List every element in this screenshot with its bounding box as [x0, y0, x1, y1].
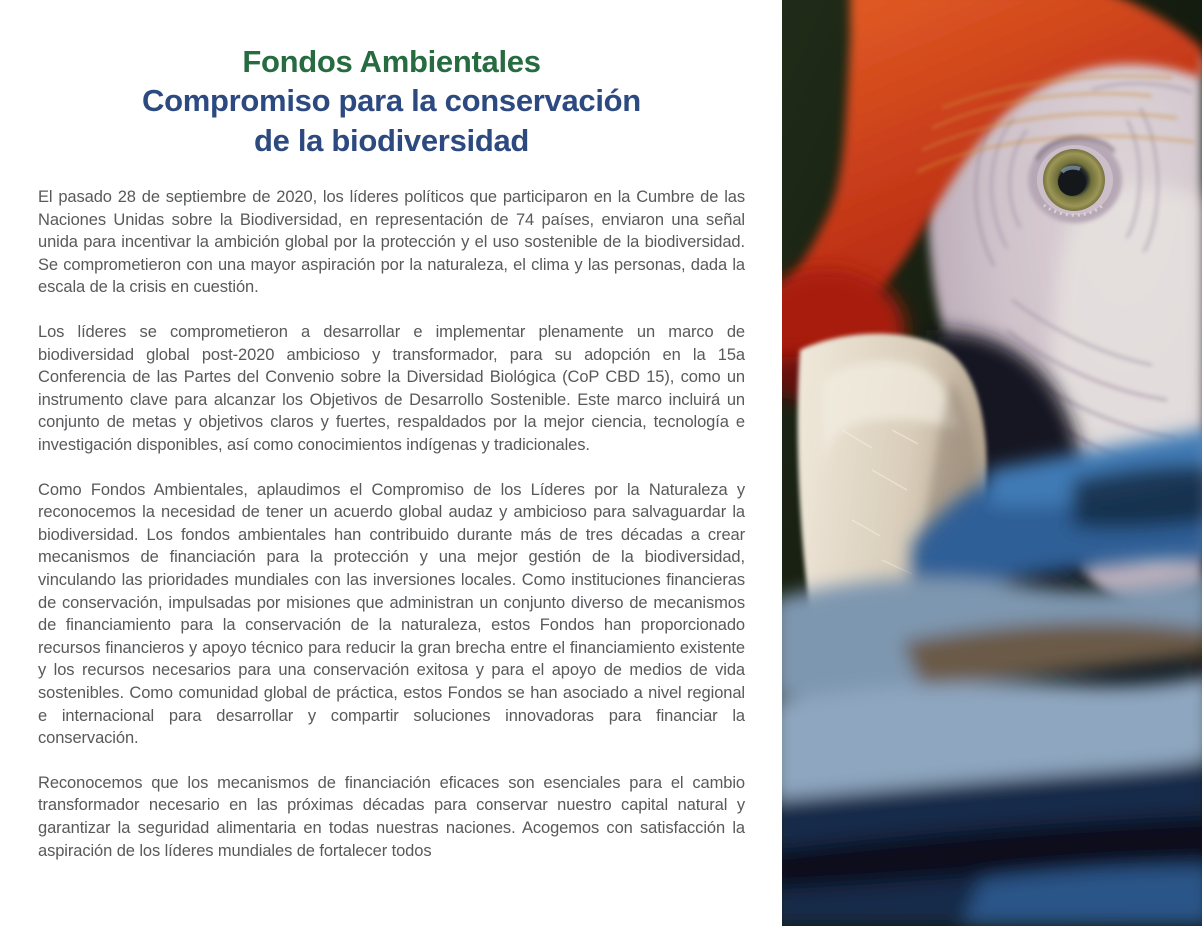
page-title: Fondos Ambientales	[242, 44, 541, 79]
page-subtitle-line-1: Compromiso para la conservación	[142, 83, 641, 119]
document-text-column	[38, 42, 745, 884]
body-paragraph-1: El pasado 28 de septiembre de 2020, los líderes políticos que participaron en la Cumbre de las Naciones Unidas sobre la Biodiversidad, en representación de 74 países, enviaron una señal unida para incentivar la ambición global por la protección y el uso sostenible de la biodiversidad. Se comprometieron con una mayor aspiración por la naturaleza, el clima y las personas, dada la escala de la crisis en cuestión.	[38, 188, 745, 297]
body-paragraph-3: Como Fondos Ambientales, aplaudimos el Compromiso de los Líderes por la Naturaleza y reconocemos la necesidad de tener un acuerdo global audaz y ambicioso para salvaguardar la biodiversidad. Los fondos ambientales han contribuido durante más de tres décadas a crear mecanismos de financiación para la protección y una mejor gestión de la biodiversidad, vinculando las prioridades mundiales con las inversiones locales. Como instituciones financieras de conservación, impulsadas por misiones que administran un conjunto diverso de mecanismos de financiamiento para la conservación de la naturaleza, estos Fondos han proporcionado recursos financieros y apoyo técnico para reducir la gran brecha entre el financiamiento existente y los recursos necesarios para una conservación exitosa y para el apoyo de medios de vida sostenibles. Como comunidad global de práctica, estos Fondos se han asociado a nivel regional e internacional para desarrollar y compartir soluciones innovadoras para financiar la conservación.	[38, 480, 745, 748]
body-paragraph-4: Reconocemos que los mecanismos de financiación eficaces son esenciales para el cambio transformador necesario en las próximas décadas para conservar nuestro capital natural y garantizar la seguridad alimentaria en todas nuestras naciones. Acogemos con satisfacción la aspiración de los líderes mundiales de fortalecer todos	[38, 773, 745, 860]
macaw-photo	[782, 0, 1202, 926]
page-subtitle-line-2: de la biodiversidad	[253, 122, 530, 158]
macaw-photo-illustration	[782, 0, 1202, 926]
macaw-eye	[1028, 137, 1122, 223]
page-subtitle	[38, 81, 745, 160]
body-paragraph-2: Los líderes se comprometieron a desarrollar e implementar plenamente un marco de biodiversidad global post-2020 ambicioso y transformador, para su adopción en la 15a Conferencia de las Partes del Convenio sobre la Diversidad Biológica (CoP CBD 15), como un instrumento clave para alcanzar los Objetivos de Desarrollo Sostenible. Este marco incluirá un conjunto de metas y objetivos claros y fuertes, respaldados por la mejor ciencia, tecnología e investigación disponibles, así como conocimientos indígenas y tradicionales.	[38, 323, 745, 455]
document-body	[38, 186, 745, 862]
